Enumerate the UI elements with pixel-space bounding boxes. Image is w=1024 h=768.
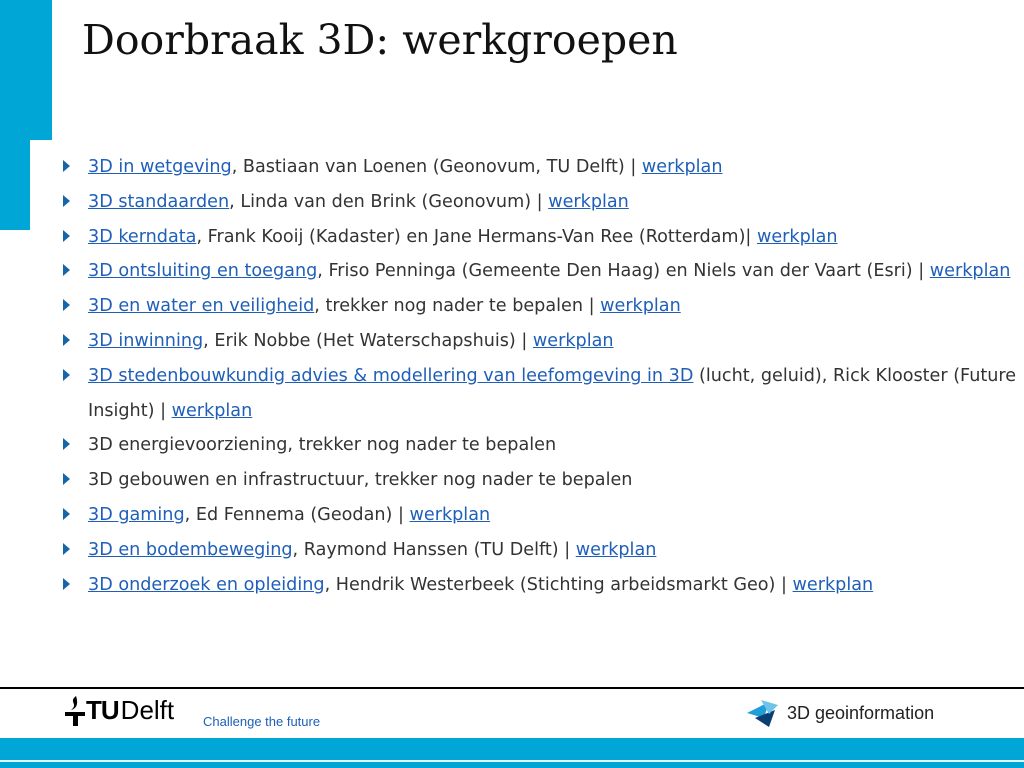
workgroup-link[interactable]: 3D kerndata <box>88 226 197 247</box>
workgroup-link[interactable]: 3D en water en veiligheid <box>88 296 315 317</box>
workgroup-link[interactable]: 3D standaarden <box>88 191 230 212</box>
list-item <box>60 498 1024 533</box>
triangle-bullet-icon <box>60 254 88 289</box>
list-item <box>60 150 1024 185</box>
bottom-accent-line <box>0 760 1024 762</box>
werkplan-link[interactable]: werkplan <box>548 191 629 212</box>
workgroup-link[interactable]: 3D ontsluiting en toegang <box>88 261 318 282</box>
workgroup-link[interactable]: 3D stedenbouwkundig advies & modellering van leefomgeving in 3D <box>88 365 694 386</box>
triangle-bullet-icon <box>60 498 88 533</box>
werkplan-link[interactable]: werkplan <box>575 539 657 560</box>
delft-logo-text: Delft <box>120 695 175 725</box>
workgroup-link[interactable]: 3D en bodembeweging <box>88 539 293 560</box>
triangle-bullet-icon <box>60 324 88 359</box>
list-item <box>60 428 1024 463</box>
werkplan-link[interactable]: werkplan <box>756 226 838 247</box>
bottom-accent-bar <box>0 738 1024 768</box>
tudelft-flame-icon <box>64 694 86 726</box>
triangle-bullet-icon <box>60 220 88 255</box>
footer-divider <box>0 687 1024 689</box>
werkplan-link[interactable]: werkplan <box>641 157 723 177</box>
tu-logo-text: TU <box>86 695 119 725</box>
werkplan-link[interactable]: werkplan <box>929 261 1011 282</box>
workgroup-details: , Bastiaan van Loenen (Geonovum, TU Delft) | <box>231 157 642 177</box>
workgroup-details: 3D energievoorziening, trekker nog nader te bepalen <box>88 435 557 456</box>
triangle-bullet-icon <box>60 428 88 463</box>
3d-geo-logo-icon <box>745 696 779 730</box>
list-item <box>60 568 1024 603</box>
workgroup-details: 3D gebouwen en infrastructuur, trekker nog nader te bepalen <box>88 470 633 491</box>
accent-bar-side <box>0 140 30 230</box>
list-item <box>60 220 1024 255</box>
werkplan-link[interactable]: werkplan <box>532 330 614 351</box>
list-item <box>60 359 1024 429</box>
list-item <box>60 254 1024 289</box>
list-item <box>60 289 1024 324</box>
triangle-bullet-icon <box>60 289 88 324</box>
workgroup-details: , Friso Penninga (Gemeente Den Haag) en Niels van der Vaart (Esri) | <box>317 261 930 282</box>
workgroup-details: (lucht, geluid), Rick Klooster (Future Insight) | <box>88 365 1017 421</box>
triangle-bullet-icon <box>60 463 88 498</box>
werkplan-link[interactable]: werkplan <box>600 296 681 317</box>
tudelft-logo <box>64 694 174 726</box>
workgroup-details: , Hendrik Westerbeek (Stichting arbeidsmarkt Geo) | <box>324 574 793 595</box>
workgroup-details: , Erik Nobbe (Het Waterschapshuis) | <box>203 330 533 351</box>
workgroup-details: , Raymond Hanssen (TU Delft) | <box>292 539 576 560</box>
werkplan-link[interactable]: werkplan <box>409 504 491 525</box>
slide-title: Doorbraak 3D: werkgroepen <box>82 16 678 64</box>
list-item <box>60 324 1024 359</box>
triangle-bullet-icon <box>60 359 88 394</box>
3d-geoinformation-logo <box>745 696 934 730</box>
triangle-bullet-icon <box>60 568 88 603</box>
list-item <box>60 533 1024 568</box>
workgroup-details: , Frank Kooij (Kadaster) en Jane Hermans-Van Ree (Rotterdam)| <box>196 226 757 247</box>
workgroup-link[interactable]: 3D in wetgeving <box>88 157 232 177</box>
workgroup-details: , Ed Fennema (Geodan) | <box>184 504 410 525</box>
tagline: Challenge the future <box>203 714 321 729</box>
accent-bar-top <box>0 0 52 140</box>
triangle-bullet-icon <box>60 185 88 220</box>
triangle-bullet-icon <box>60 150 88 185</box>
triangle-bullet-icon <box>60 533 88 568</box>
workgroup-list <box>60 150 1024 602</box>
workgroup-link[interactable]: 3D gaming <box>88 504 185 525</box>
list-item <box>60 463 1024 498</box>
werkplan-link[interactable]: werkplan <box>792 574 874 595</box>
geo-logo-text: 3D geoinformation <box>787 702 935 723</box>
workgroup-details: , Linda van den Brink (Geonovum) | <box>229 191 549 212</box>
list-item <box>60 185 1024 220</box>
workgroup-details: , trekker nog nader te bepalen | <box>314 296 601 317</box>
workgroup-link[interactable]: 3D inwinning <box>88 330 204 351</box>
werkplan-link[interactable]: werkplan <box>171 400 253 421</box>
workgroup-link[interactable]: 3D onderzoek en opleiding <box>88 574 325 595</box>
